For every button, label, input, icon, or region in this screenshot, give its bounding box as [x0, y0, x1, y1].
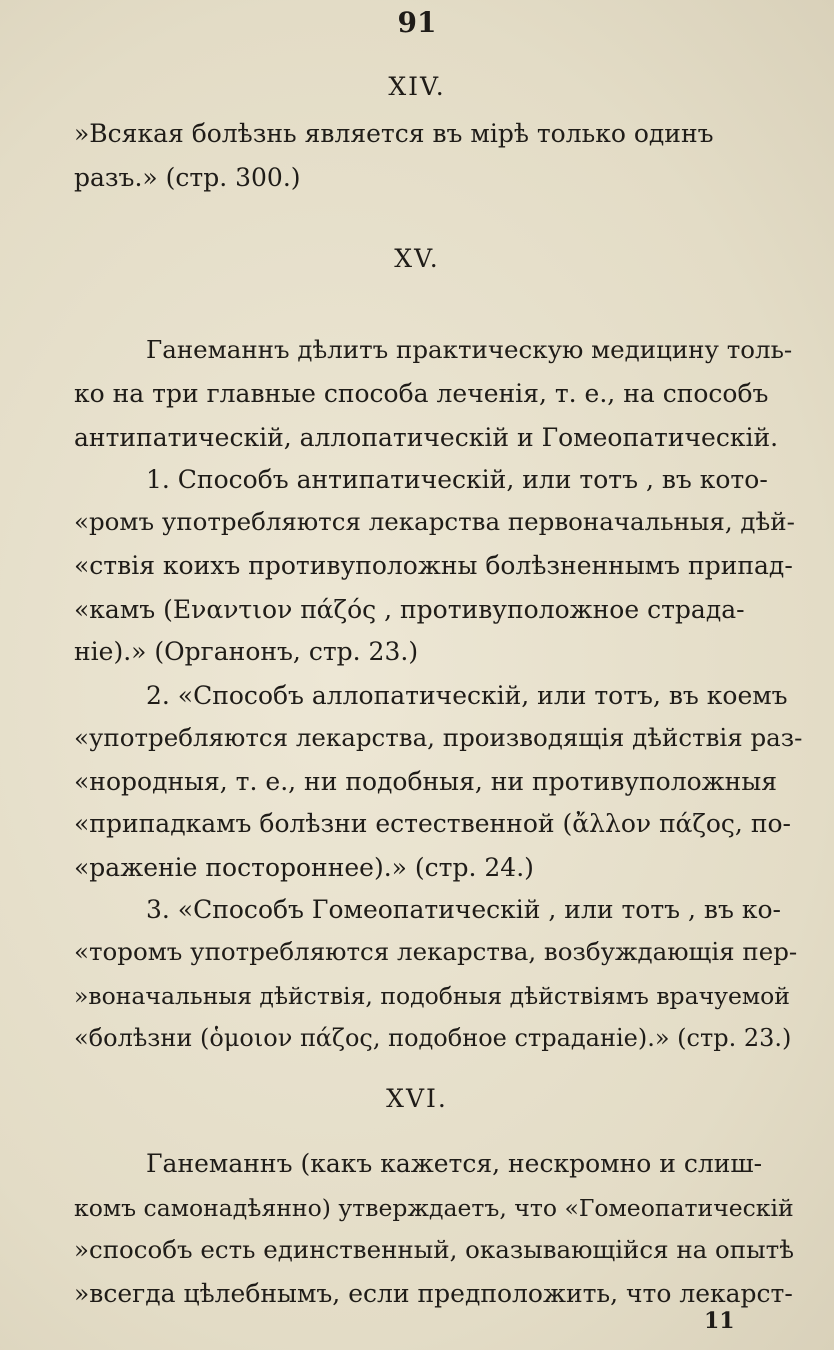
- text-line: 1. Способъ антипатическій, или тотъ , въ кото-: [146, 465, 768, 494]
- text-line: «раженіе постороннее).» (стр. 24.): [74, 853, 534, 882]
- section-heading-xiv: XIV.: [388, 72, 446, 101]
- text-line: «ствія коихъ противуположны болѣзненнымъ припад-: [74, 551, 793, 580]
- signature-mark: 11: [704, 1308, 735, 1334]
- page-number: 91: [397, 6, 437, 39]
- text-line: »способъ есть единственный, оказывающійся на опытѣ: [74, 1235, 794, 1264]
- text-line: »Всякая болѣзнь является въ мірѣ только одинъ: [74, 119, 714, 148]
- text-line: «припадкамъ болѣзни естественной (ἄλλον πάζος, по-: [74, 809, 791, 838]
- text-line: «употребляются лекарства, производящія дѣйствія раз-: [74, 723, 803, 752]
- text-line: «торомъ употребляются лекарства, возбуждающія пер-: [74, 937, 798, 966]
- text-line: комъ самонадѣянно) утверждаетъ, что «Гомеопатическій: [74, 1194, 794, 1222]
- text-line: Ганеманнъ (какъ кажется, нескромно и слиш-: [146, 1149, 763, 1178]
- text-line: »воначальныя дѣйствія, подобныя дѣйствіямъ врачуемой: [74, 982, 790, 1010]
- text-line: «болѣзни (ὁμοιον πάζος, подобное страданіе).» (стр. 23.): [74, 1024, 792, 1052]
- text-line: 3. «Способъ Гомеопатическій , или тотъ , въ ко-: [146, 895, 781, 924]
- text-line: 2. «Способъ аллопатическій, или тотъ, въ коемъ: [146, 681, 788, 710]
- text-line: «камъ (Εναντιον πάζός , противуположное страда-: [74, 595, 745, 624]
- text-line: «нородныя, т. е., ни подобныя, ни противуположныя: [74, 767, 777, 796]
- text-line: разъ.» (стр. 300.): [74, 163, 301, 192]
- section-heading-xv: XV.: [394, 244, 440, 273]
- text-line: антипатическій, аллопатическій и Гомеопатическій.: [74, 423, 779, 452]
- text-line: Ганеманнъ дѣлитъ практическую медицину толь-: [146, 335, 793, 364]
- text-line: ніе).» (Органонъ, стр. 23.): [74, 637, 419, 666]
- text-line: «ромъ употребляются лекарства первоначальныя, дѣй-: [74, 507, 795, 536]
- text-line: »всегда цѣлебнымъ, если предположить, что лекарст-: [74, 1279, 793, 1308]
- text-line: ко на три главные способа леченія, т. е., на способъ: [74, 379, 769, 408]
- section-heading-xvi: XVI.: [386, 1084, 448, 1113]
